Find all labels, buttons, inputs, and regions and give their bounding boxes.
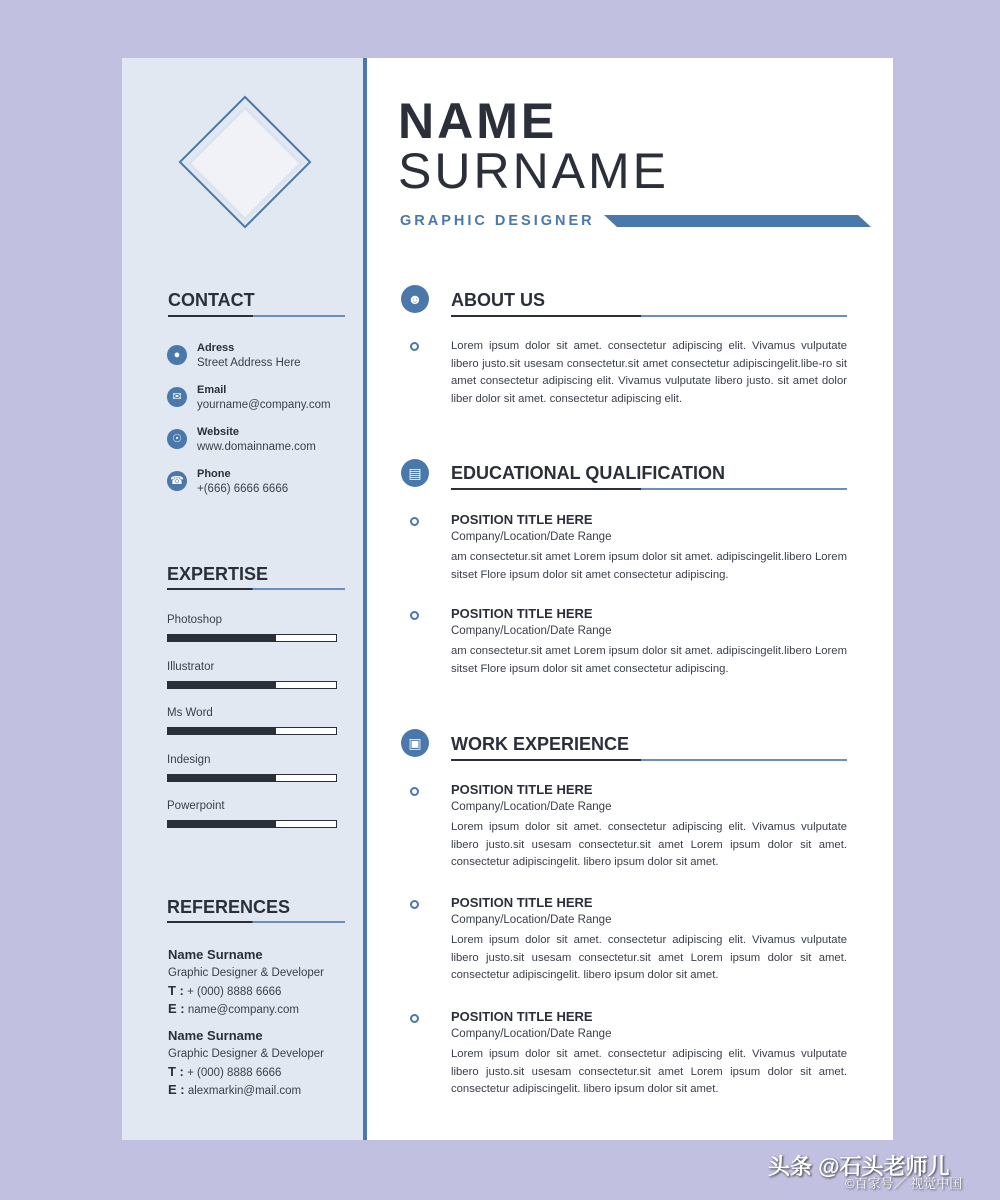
skill-bar [167,634,337,642]
bullet [410,611,419,620]
about-text: Lorem ipsum dolor sit amet. consectetur adipiscing elit. Vivamus vulputate libero justo.sit usesam consectetur.sit amet consectetur adipiscingelit.libe-ro sit amet consectetur adipiscing elit. Vivamus vulputate libero justo. sit amet dolor liber dolor sit amet. consectetur adipiscing elit. [451,340,847,406]
skill-name: Photoshop [167,614,222,626]
title-accent-bar [604,215,872,228]
reference-name: Name Surname [168,1028,263,1043]
briefcase-icon: ▣ [401,729,429,757]
reference-email [168,1001,299,1016]
contact-underline [168,315,345,317]
divider-line [363,58,367,1140]
skill-name: Ms Word [167,707,213,719]
position-title: POSITION TITLE HERE [451,895,593,910]
bullet [410,342,419,351]
skill-name: Indesign [167,753,211,766]
reference-name: Name Surname [168,947,263,962]
position-company: Company/Location/Date Range [451,625,612,637]
skill-bar [167,681,337,689]
contact-label: Email [197,384,227,396]
job-title: GRAPHIC DESIGNER [400,213,595,229]
contact-value[interactable]: +(666) 6666 6666 [197,483,289,495]
phone-label: T : [168,1064,184,1079]
phone-icon: ☎ [167,471,187,491]
email-value[interactable]: name@company.com [187,1004,299,1016]
contact-label: Website [197,426,239,438]
email-label: E : [168,1001,185,1016]
skill-bar-fill [168,775,276,781]
skill-name: Illustrator [167,660,215,673]
reference-email [168,1082,301,1097]
position-title: POSITION TITLE HERE [451,512,593,527]
skill-bar-fill [168,682,276,688]
contact-label: Adress [197,342,235,354]
skill-bar-fill [168,635,276,641]
about-underline [451,315,847,317]
position-title: POSITION TITLE HERE [451,1009,593,1024]
position-description: Lorem ipsum dolor sit amet. consectetur adipiscing elit. Vivamus vulputate libero justo.sit usesam consectetur.sit amet Lorem ipsum dolor sit amet. consectetur adipiscingelit. libero ipsum dolor sit amet. [451,821,847,869]
position-description: am consectetur.sit amet Lorem ipsum dolor sit amet. adipiscingelit.libero Lorem sitset Flore ipsum dolor sit amet consectetur adipiscing. [451,645,847,675]
reference-role: Graphic Designer & Developer [168,967,324,979]
watermark-sub: ©百家号／ 视觉中国 [845,1176,963,1191]
first-name: NAME [398,93,558,149]
reference-phone [168,983,281,998]
envelope-icon: ✉ [167,387,187,407]
book-icon: ▤ [401,459,429,487]
position-title: POSITION TITLE HERE [451,606,593,621]
contact-value: Street Address Here [197,357,301,369]
globe-icon: ☉ [167,429,187,449]
about-heading: ABOUT US [451,290,545,310]
contact-value[interactable]: yourname@company.com [197,399,331,411]
position-company: Company/Location/Date Range [451,801,612,813]
work-underline [451,759,847,761]
bullet [410,517,419,526]
skill-bar [167,820,337,828]
references-underline [167,921,345,923]
position-description: Lorem ipsum dolor sit amet. consectetur adipiscing elit. Vivamus vulputate libero justo.sit usesam consectetur.sit amet Lorem ipsum dolor sit amet. consectetur adipiscingelit. libero ipsum dolor sit amet. [451,934,847,982]
location-pin-icon: ● [167,345,187,365]
position-description: am consectetur.sit amet Lorem ipsum dolor sit amet. adipiscingelit.libero Lorem sitset Flore ipsum dolor sit amet consectetur adipiscing. [451,551,847,581]
position-title: POSITION TITLE HERE [451,782,593,797]
expertise-heading: EXPERTISE [167,564,269,584]
skill-bar-fill [168,728,276,734]
phone-value: + (000) 8888 6666 [187,1067,282,1079]
contact-label: Phone [197,468,231,480]
watermark: 头条 @石头老师儿 [768,1154,950,1179]
reference-role: Graphic Designer & Developer [168,1048,324,1060]
reference-phone [168,1064,281,1079]
expertise-underline [167,588,345,590]
position-company: Company/Location/Date Range [451,531,612,543]
position-description: Lorem ipsum dolor sit amet. consectetur adipiscing elit. Vivamus vulputate libero justo.sit usesam consectetur.sit amet Lorem ipsum dolor sit amet. consectetur adipiscingelit. libero ipsum dolor sit amet. [451,1048,847,1096]
position-company: Company/Location/Date Range [451,914,612,926]
last-name: SURNAME [398,143,670,199]
user-icon: ☻ [401,285,429,313]
education-underline [451,488,847,490]
skill-bar [167,774,337,782]
contact-heading: CONTACT [168,290,255,310]
email-label: E : [168,1082,185,1097]
email-value[interactable]: alexmarkin@mail.com [187,1085,302,1097]
work-heading: WORK EXPERIENCE [451,734,630,754]
references-heading: REFERENCES [167,897,291,917]
phone-label: T : [168,983,184,998]
skill-name: Powerpoint [167,800,225,812]
bullet [410,787,419,796]
phone-value: + (000) 8888 6666 [187,986,282,998]
skill-bar-fill [168,821,276,827]
education-heading: EDUCATIONAL QUALIFICATION [451,463,725,483]
contact-value[interactable]: www.domainname.com [197,441,316,453]
bullet [410,1014,419,1023]
bullet [410,900,419,909]
position-company: Company/Location/Date Range [451,1028,612,1040]
skill-bar [167,727,337,735]
